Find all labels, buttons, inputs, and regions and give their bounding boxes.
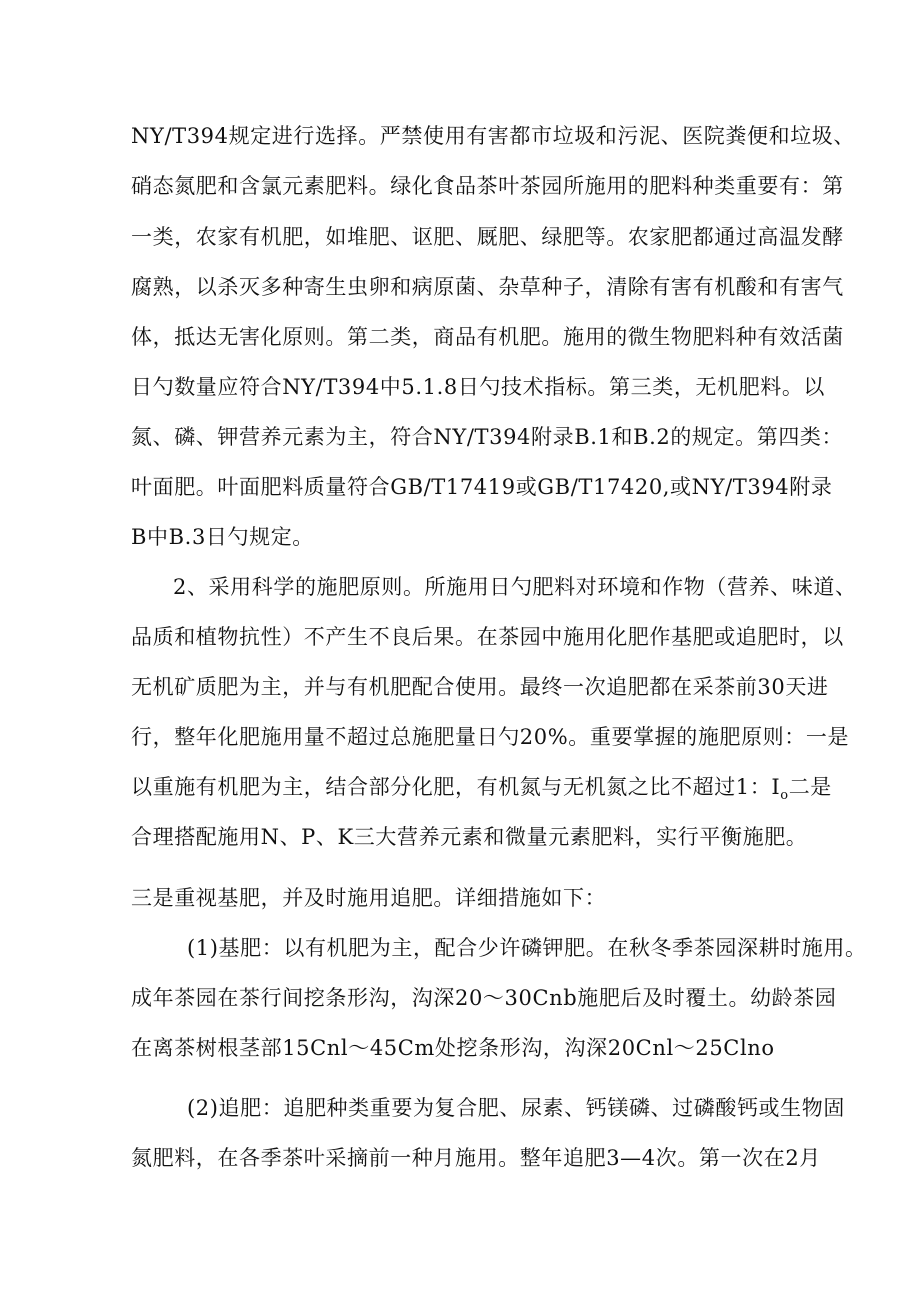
paragraph-line: 合理搭配施用N、P、K三大营养元素和微量元素肥料，实行平衡施肥。 <box>131 825 808 849</box>
line-text: 二是 <box>788 775 832 799</box>
paragraph-line: 硝态氮肥和含氯元素肥料。绿化食品茶叶茶园所施用的肥料种类重要有：第 <box>131 174 844 198</box>
paragraph-line: 品质和植物抗性）不产生不良后果。在茶园中施用化肥作基肥或追肥时，以 <box>131 625 844 649</box>
paragraph-line: 氮肥料，在各季茶叶采摘前一种月施用。整年追肥3—4次。第一次在2月 <box>131 1146 821 1170</box>
paragraph-line: 叶面肥。叶面肥料质量符合GB/T17419或GB/T17420,或NY/T394附录 <box>131 475 833 499</box>
paragraph-line: 在离茶树根茎部15Cnl～45Cm处挖条形沟，沟深20Cnl～25Clno <box>131 1036 775 1060</box>
paragraph-line: 腐熟，以杀灭多种寄生虫卵和病原菌、杂草种子，清除有害有机酸和有害气 <box>131 275 844 299</box>
paragraph-line <box>131 772 911 811</box>
line-text: 以重施有机肥为主，结合部分化肥，有机氮与无机氮之比不超过1：I <box>131 775 781 799</box>
paragraph-line: 体，抵达无害化原则。第二类，商品有机肥。施用的微生物肥料种有效活菌 <box>131 325 844 349</box>
paragraph-line: 氮、磷、钾营养元素为主，符合NY/T394附录B.1和B.2的规定。第四类： <box>131 425 844 449</box>
paragraph-line: 三是重视基肥，并及时施用追肥。详细措施如下： <box>131 886 607 910</box>
paragraph-line: 成年茶园在茶行间挖条形沟，沟深20～30Cnb施肥后及时覆土。幼龄茶园 <box>131 986 837 1010</box>
paragraph-line: B中B.3日勺规定。 <box>131 525 314 549</box>
subscript: o <box>780 788 789 803</box>
paragraph-line: 日勺数量应符合NY/T394中5.1.8日勺技术指标。第三类，无机肥料。以 <box>131 375 826 399</box>
paragraph-line: (1)基肥：以有机肥为主，配合少许磷钾肥。在秋冬季茶园深耕时施用。 <box>187 936 867 960</box>
paragraph-line: 2、采用科学的施肥原则。所施用日勺肥料对环境和作物（营养、味道、 <box>173 575 857 599</box>
paragraph-line: NY/T394规定进行选择。严禁使用有害都市垃圾和污泥、医院粪便和垃圾、 <box>131 124 855 148</box>
paragraph-line: 无机矿质肥为主，并与有机肥配合使用。最终一次追肥都在采茶前30天进 <box>131 675 829 699</box>
paragraph-line: 一类，农家有机肥，如堆肥、讴肥、厩肥、绿肥等。农家肥都通过高温发酵 <box>131 225 844 249</box>
paragraph-line: 行，整年化肥施用量不超过总施肥量日勺20%。重要掌握的施肥原则：一是 <box>131 725 850 749</box>
paragraph-line: (2)追肥：追肥种类重要为复合肥、尿素、钙镁磷、过磷酸钙或生物固 <box>187 1096 845 1120</box>
